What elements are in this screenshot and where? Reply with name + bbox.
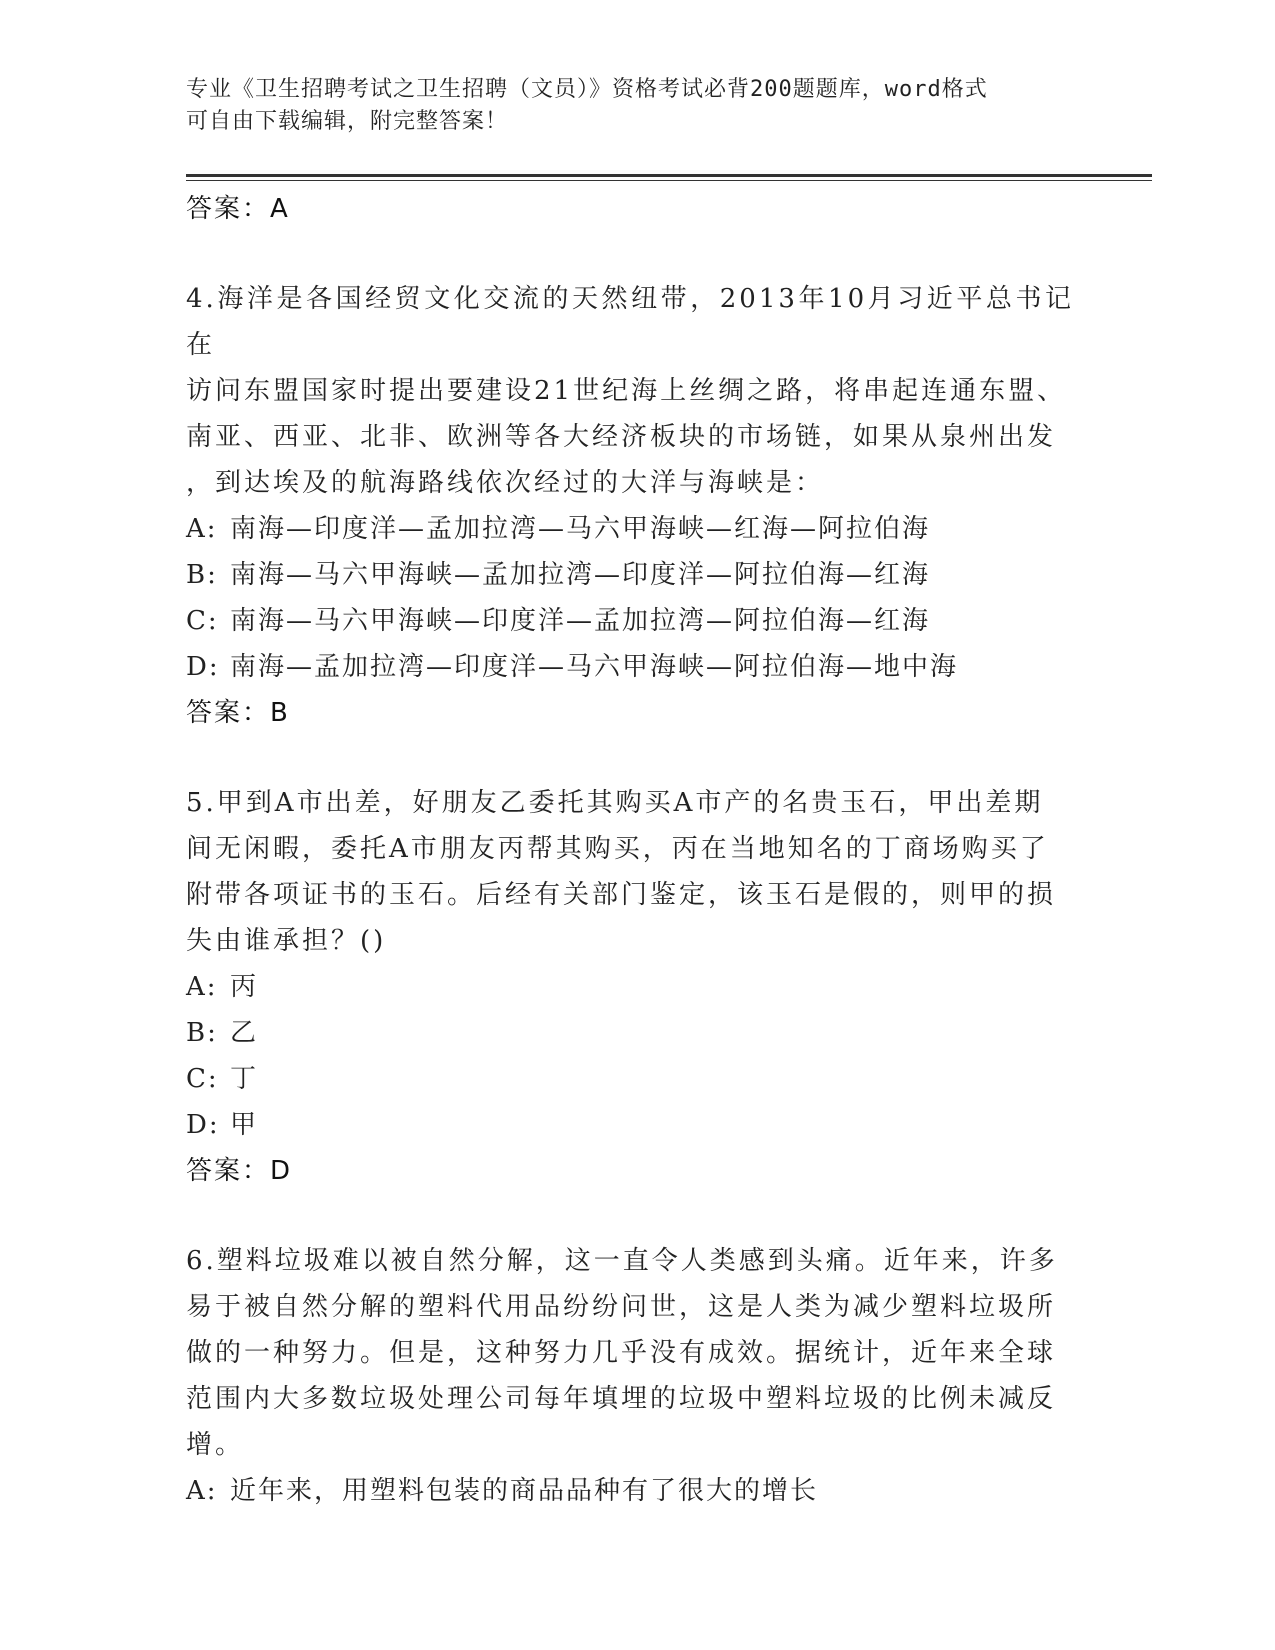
answer: 答案：B xyxy=(186,698,290,728)
option-a xyxy=(186,506,1086,552)
header-line-1: 专业《卫生招聘考试之卫生招聘（文员）》资格考试必背200题题库，word格式 xyxy=(186,77,988,102)
question-line: 附带各项证书的玉石。后经有关部门鉴定，该玉石是假的，则甲的损 xyxy=(186,880,1057,910)
question-text xyxy=(186,780,1074,964)
option-letter: A: xyxy=(186,514,218,544)
header-line-2: 可自由下载编辑，附完整答案！ xyxy=(186,109,509,134)
question-5 xyxy=(186,780,1086,1194)
question-4 xyxy=(186,276,1086,736)
option-text: 南海—孟加拉湾—印度洋—马六甲海峡—阿拉伯海—地中海 xyxy=(230,652,959,682)
option-text: 甲 xyxy=(230,1110,259,1140)
question-line: 做的一种努力。但是，这种努力几乎没有成效。据统计，近年来全球 xyxy=(186,1338,1057,1368)
option-c xyxy=(186,598,1086,644)
option-letter: B: xyxy=(186,1018,218,1048)
option-letter: B: xyxy=(186,560,218,590)
option-text: 南海—印度洋—孟加拉湾—马六甲海峡—红海—阿拉伯海 xyxy=(230,514,931,544)
answer: 答案：D xyxy=(186,1156,293,1186)
option-letter: C: xyxy=(186,1064,219,1094)
question-text xyxy=(186,1238,1074,1468)
option-a xyxy=(186,1468,1086,1514)
question-line: 范围内大多数垃圾处理公司每年填埋的垃圾中塑料垃圾的比例未减反 xyxy=(186,1384,1057,1414)
option-b xyxy=(186,1010,1086,1056)
question-line: 5.甲到A市出差，好朋友乙委托其购买A市产的名贵玉石，甲出差期 xyxy=(186,788,1044,818)
option-b xyxy=(186,552,1086,598)
question-line: 6.塑料垃圾难以被自然分解，这一直令人类感到头痛。近年来，许多 xyxy=(186,1246,1058,1276)
document-body xyxy=(186,186,1086,1514)
option-letter: D: xyxy=(186,1110,220,1140)
question-line: 访问东盟国家时提出要建设21世纪海上丝绸之路，将串起连通东盟、 xyxy=(186,376,1067,406)
option-c xyxy=(186,1056,1086,1102)
question-line: 南亚、西亚、北非、欧洲等各大经济板块的市场链，如果从泉州出发 xyxy=(186,422,1057,452)
option-letter: C: xyxy=(186,606,219,636)
option-text: 近年来，用塑料包装的商品品种有了很大的增长 xyxy=(230,1476,819,1506)
document-header xyxy=(186,74,1086,138)
option-text: 丙 xyxy=(230,972,259,1002)
option-text: 乙 xyxy=(230,1018,259,1048)
question-text xyxy=(186,276,1074,506)
question-line: 间无闲暇，委托A市朋友丙帮其购买，丙在当地知名的丁商场购买了 xyxy=(186,834,1049,864)
option-d xyxy=(186,644,1086,690)
question-line: 增。 xyxy=(186,1430,245,1460)
option-d xyxy=(186,1102,1086,1148)
option-text: 南海—马六甲海峡—孟加拉湾—印度洋—阿拉伯海—红海 xyxy=(230,560,931,590)
option-text: 南海—马六甲海峡—印度洋—孟加拉湾—阿拉伯海—红海 xyxy=(230,606,931,636)
question-line: ，到达埃及的航海路线依次经过的大洋与海峡是： xyxy=(186,468,825,498)
question-line: 易于被自然分解的塑料代用品纷纷问世，这是人类为减少塑料垃圾所 xyxy=(186,1292,1057,1322)
option-letter: D: xyxy=(186,652,220,682)
header-divider-thin xyxy=(186,180,1152,181)
option-letter: A: xyxy=(186,1476,218,1506)
question-line: 失由谁承担？() xyxy=(186,926,387,956)
previous-answer: 答案：A xyxy=(186,194,290,224)
question-line: 4.海洋是各国经贸文化交流的天然纽带，2013年10月习近平总书记在 xyxy=(186,284,1074,360)
option-a xyxy=(186,964,1086,1010)
option-text: 丁 xyxy=(230,1064,259,1094)
question-6 xyxy=(186,1238,1086,1514)
option-letter: A: xyxy=(186,972,218,1002)
header-divider-thick xyxy=(186,174,1152,177)
